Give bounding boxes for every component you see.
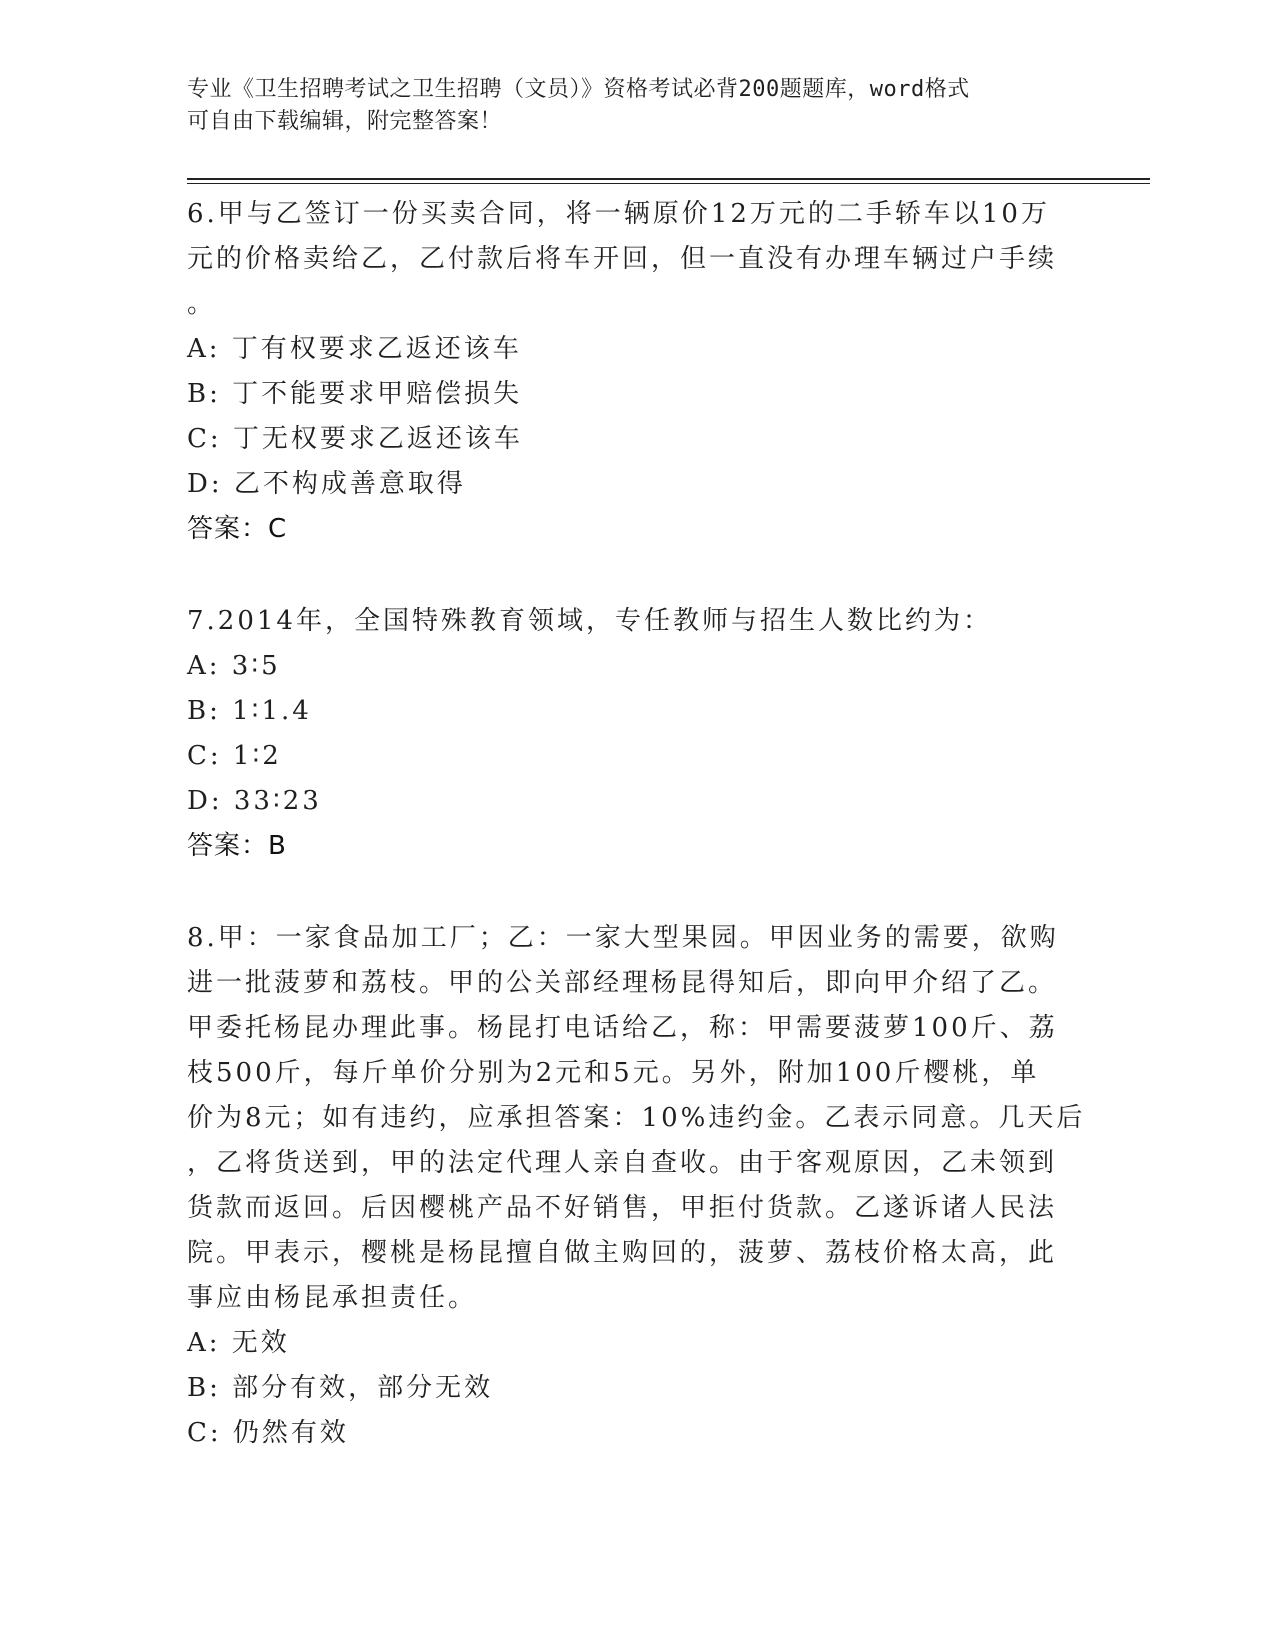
question-6-text-line: 6.甲与乙签订一份买卖合同，将一辆原价12万元的二手轿车以10万	[187, 199, 1050, 229]
header-divider-thin	[187, 183, 1150, 184]
header-line-2: 可自由下载编辑，附完整答案！	[187, 109, 503, 134]
question-8-option-a: A: 无效	[187, 1328, 290, 1358]
question-6-answer: 答案：C	[187, 514, 288, 544]
question-6-option-a: A: 丁有权要求乙返还该车	[187, 334, 522, 364]
question-8-option-b: B: 部分有效，部分无效	[187, 1373, 494, 1403]
question-7-answer: 答案：B	[187, 831, 287, 861]
question-8-text-line: 8.甲：一家食品加工厂；乙：一家大型果园。甲因业务的需要，欲购	[187, 923, 1059, 953]
question-7	[187, 599, 1107, 869]
question-8-option-c: C: 仍然有效	[187, 1418, 349, 1448]
question-7-option-c: C: 1∶2	[187, 741, 282, 771]
question-8-text-line: 价为8元；如有违约，应承担答案：10%违约金。乙表示同意。几天后	[187, 1103, 1086, 1133]
question-8-text-line: 甲委托杨昆办理此事。杨昆打电话给乙，称：甲需要菠萝100斤、荔	[187, 1013, 1058, 1043]
question-8-text-line: ，乙将货送到，甲的法定代理人亲自查收。由于客观原因，乙未领到	[187, 1148, 1058, 1178]
question-7-text-line: 7.2014年，全国特殊教育领域，专任教师与招生人数比约为：	[187, 606, 992, 636]
question-6-option-c: C: 丁无权要求乙返还该车	[187, 424, 523, 454]
question-6-option-b: B: 丁不能要求甲赔偿损失	[187, 379, 523, 409]
question-6-text-line: 。	[187, 289, 217, 319]
question-6-text-line: 元的价格卖给乙，乙付款后将车开回，但一直没有办理车辆过户手续	[187, 244, 1058, 274]
question-8-text-line: 事应由杨昆承担责任。	[187, 1283, 478, 1313]
question-6-option-d: D: 乙不构成善意取得	[187, 469, 466, 499]
question-8-text-line: 进一批菠萝和荔枝。甲的公关部经理杨昆得知后，即向甲介绍了乙。	[187, 968, 1058, 998]
question-6	[187, 192, 1107, 552]
document-header	[187, 74, 1067, 138]
question-8-text-line: 货款而返回。后因樱桃产品不好销售，甲拒付货款。乙遂诉诸人民法	[187, 1193, 1058, 1223]
header-divider-thick	[187, 178, 1150, 180]
question-8-text-line: 院。甲表示，樱桃是杨昆擅自做主购回的，菠萝、荔枝价格太高，此	[187, 1238, 1058, 1268]
header-line-1: 专业《卫生招聘考试之卫生招聘（文员）》资格考试必背200题题库，word格式	[187, 77, 970, 102]
question-8-text-line: 枝500斤，每斤单价分别为2元和5元。另外，附加100斤樱桃，单	[187, 1058, 1040, 1088]
question-spacer	[187, 869, 1107, 916]
question-7-option-b: B: 1∶1.4	[187, 696, 312, 726]
question-list	[187, 192, 1107, 1456]
question-7-option-a: A: 3∶5	[187, 651, 281, 681]
question-8	[187, 916, 1107, 1456]
question-7-option-d: D: 33∶23	[187, 786, 322, 816]
question-spacer	[187, 552, 1107, 599]
